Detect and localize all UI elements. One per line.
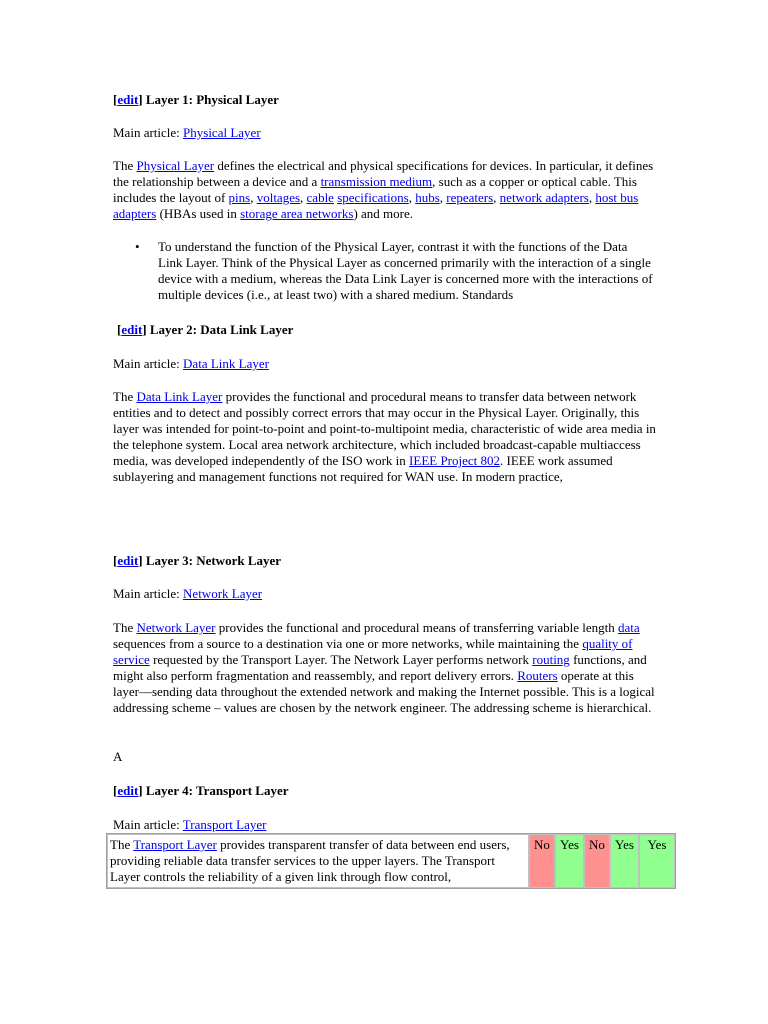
link-specifications[interactable]: specifications (337, 190, 409, 205)
link-hubs[interactable]: hubs (415, 190, 440, 205)
edit-link-layer-1[interactable]: edit (117, 92, 139, 107)
link-network-adapters[interactable]: network adapters (499, 190, 589, 205)
main-article-link-physical-layer[interactable]: Physical Layer (183, 125, 261, 140)
main-article-link-transport-layer[interactable]: Transport Layer (182, 817, 267, 832)
main-article-layer-4: Main article: Transport Layer (113, 817, 267, 832)
link-ieee-project-802[interactable]: IEEE Project 802 (409, 453, 501, 468)
bullet-text: To understand the function of the Physical Layer, contrast it with the functions of the Data Link Layer. Think of the Physical Layer as concerned primarily with the interaction of a single device with a medium, whereas the Data Link Layer is concerned more with the interactions of multiple devices (i.e., at least two) with a shared medium. Standards (158, 239, 653, 302)
table-cell-yes: Yes (555, 834, 584, 888)
heading-layer-3: [edit] Layer 3: Network Layer (113, 553, 282, 568)
main-article-link-network-layer[interactable]: Network Layer (183, 586, 263, 601)
link-host-bus-adapters[interactable]: host bus adapters (113, 190, 639, 221)
table-cell-no: No (529, 834, 555, 888)
link-storage-area-networks[interactable]: storage area networks (240, 206, 354, 221)
paragraph-layer-1: The Physical Layer defines the electrical and physical specifications for devices. In particular, it defines the relationship between a device and a transmission medium, such as a copper or optical cable. This includes the layout of pins, voltages, cable specifications, hubs, repeaters, network adapters, host bus adapters (HBAs used in storage area networks) and more. (113, 158, 654, 221)
main-article-layer-2: Main article: Data Link Layer (113, 356, 269, 371)
heading-layer-4: [edit] Layer 4: Transport Layer (113, 783, 289, 798)
link-network-layer[interactable]: Network Layer (136, 620, 216, 635)
heading-layer-1-title: Layer 1: Physical Layer (145, 92, 279, 107)
link-routing[interactable]: routing (532, 652, 570, 667)
link-physical-layer[interactable]: Physical Layer (136, 158, 215, 173)
edit-link-layer-2[interactable]: edit (121, 322, 143, 337)
main-article-link-data-link-layer[interactable]: Data Link Layer (183, 356, 269, 371)
edit-link-layer-4[interactable]: edit (117, 783, 139, 798)
edit-link-layer-3[interactable]: edit (117, 553, 139, 568)
link-quality-of-service[interactable]: quality of service (113, 636, 633, 667)
table-cell-yes: Yes (639, 834, 675, 888)
heading-layer-2-title: Layer 2: Data Link Layer (149, 322, 294, 337)
comparison-table (106, 833, 676, 889)
link-transmission-medium[interactable]: transmission medium (320, 174, 433, 189)
main-article-layer-1 (113, 125, 658, 141)
heading-layer-3-title: Layer 3: Network Layer (145, 553, 282, 568)
paragraph-layer-3: The Network Layer provides the functional and procedural means of transferring variable length data sequences from a source to a destination via one or more networks, while maintaining the quality of service requested by the Transport Layer. The Network Layer performs network routing functions, and might also perform fragmentation and reassembly, and report delivery errors. Routers operate at this layer—sending data throughout the extended network and making the Internet possible. This is a logical addressing scheme – values are chosen by the network engineer. The addressing scheme is hierarchical. (113, 620, 655, 715)
link-cable[interactable]: cable (306, 190, 334, 205)
table-cell-yes: Yes (610, 834, 639, 888)
main-article-label: Main article: (113, 125, 184, 140)
link-routers[interactable]: Routers (517, 668, 558, 683)
link-data-link-layer[interactable]: Data Link Layer (136, 389, 223, 404)
table-cell-no: No (584, 834, 610, 888)
paragraph-layer-2: The Data Link Layer provides the functional and procedural means to transfer data between network entities and to detect and possibly correct errors that may occur in the Physical Layer. Originally, this layer was intended for point-to-point and point-to-multipoint media, characteristic of wide area media in the telephone system. Local area network architecture, which included broadcast-capable multiaccess media, was developed independently of the ISO work in IEEE Project 802. IEEE work assumed sublayering and management functions not required for WAN use. In modern practice, (113, 389, 656, 484)
link-repeaters[interactable]: repeaters (446, 190, 494, 205)
link-transport-layer[interactable]: Transport Layer (133, 837, 217, 852)
main-article-layer-3: Main article: Network Layer (113, 586, 263, 601)
link-data[interactable]: data (618, 620, 640, 635)
table-row (107, 834, 675, 888)
heading-layer-1: [edit] Layer 1: Physical Layer (113, 92, 279, 107)
link-pins[interactable]: pins (228, 190, 251, 205)
heading-layer-2: [edit] Layer 2: Data Link Layer (117, 322, 294, 337)
stray-text: A (113, 749, 123, 764)
heading-layer-4-title: Layer 4: Transport Layer (145, 783, 289, 798)
table-cell-description: The Transport Layer provides transparent transfer of data between end users, providing reliable data transfer services to the upper layers. The Transport Layer controls the reliability of a given link through flow control, (107, 834, 529, 888)
link-voltages[interactable]: voltages (256, 190, 301, 205)
bullet-dot-icon: • (135, 239, 140, 254)
